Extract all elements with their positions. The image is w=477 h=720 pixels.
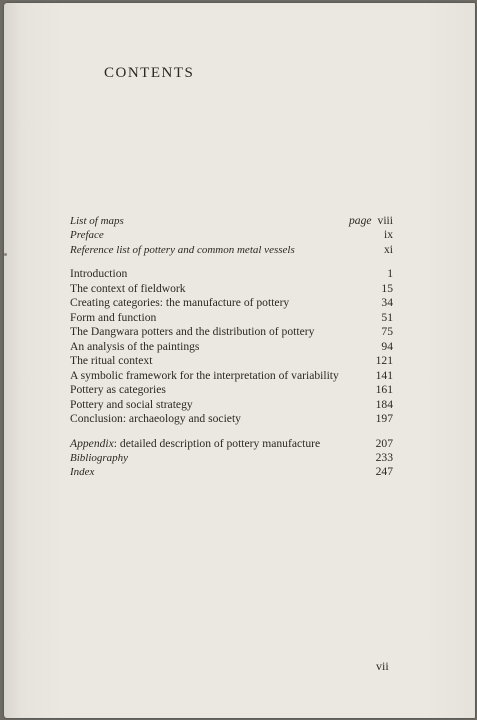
- toc-entry-page: 161: [375, 383, 393, 396]
- toc-entry-title: Index: [70, 466, 95, 478]
- toc-entry-index: [70, 465, 393, 479]
- toc-entry-title: Conclusion: archaeology and society: [70, 412, 241, 425]
- toc-entry-title: List of maps: [70, 215, 124, 227]
- toc-entry-title: [70, 437, 320, 451]
- toc-entry-list-of-maps: [70, 214, 393, 228]
- toc-entry-chapter: [70, 325, 393, 339]
- page-folio: vii: [376, 659, 389, 673]
- toc-entry-page: 94: [381, 340, 393, 353]
- toc-entry-title: Preface: [70, 229, 104, 241]
- toc-entry-page: 34: [381, 296, 393, 309]
- appendix-label: Appendix: [70, 437, 114, 450]
- page-mark: [4, 253, 7, 256]
- toc-entry-title: A symbolic framework for the interpretation of variability: [70, 369, 339, 382]
- toc-entry-title: Reference list of pottery and common metal vessels: [70, 244, 295, 256]
- toc-entry-page: 141: [375, 369, 393, 382]
- appendix-description: : detailed description of pottery manufacture: [113, 437, 321, 450]
- toc-entry-page: ix: [383, 228, 393, 241]
- toc-entry-page: 247: [375, 465, 393, 478]
- toc-entry-chapter: [70, 383, 393, 397]
- toc-entry-bibliography: [70, 451, 393, 465]
- toc-entry-chapter: [70, 267, 393, 281]
- toc-entry-title: The Dangwara potters and the distribution of pottery: [70, 325, 315, 338]
- toc-entry-page: 15: [381, 282, 393, 295]
- toc-entry-reference-list: [70, 243, 393, 257]
- toc-entry-title: Introduction: [70, 267, 128, 280]
- toc-entry-title: Pottery as categories: [70, 383, 166, 396]
- toc-entry-chapter: [70, 340, 393, 354]
- toc-entry-page: 75: [381, 325, 393, 338]
- toc-entry-page: 197: [375, 412, 393, 425]
- toc-entry-page: xi: [383, 243, 393, 256]
- toc-entry-page: 1: [387, 267, 393, 280]
- page-number: viii: [377, 214, 393, 227]
- toc-entry-chapter: [70, 398, 393, 412]
- toc-entry-chapter: [70, 369, 393, 383]
- toc-entry-chapter: [70, 311, 393, 325]
- toc-entry-title: An analysis of the paintings: [70, 340, 200, 353]
- toc-entry-chapter: [70, 354, 393, 368]
- toc-entry-title: Pottery and social strategy: [70, 398, 193, 411]
- toc-entry-chapter: [70, 296, 393, 310]
- toc-entry-page: 184: [375, 398, 393, 411]
- toc-entry-chapter: [70, 412, 393, 426]
- contents-heading: CONTENTS: [104, 65, 195, 81]
- toc-entry-title: The ritual context: [70, 354, 153, 367]
- toc-entry-page: [349, 214, 393, 228]
- toc-entry-page: 233: [375, 451, 393, 464]
- toc-entry-page: 121: [375, 354, 393, 367]
- toc-entry-page: 207: [375, 437, 393, 450]
- book-page: [4, 3, 475, 718]
- toc-entry-title: Creating categories: the manufacture of pottery: [70, 296, 290, 309]
- toc-entry-title: Form and function: [70, 311, 157, 324]
- toc-entry-preface: [70, 228, 393, 242]
- page-word: page: [348, 214, 372, 227]
- toc-entry-title: The context of fieldwork: [70, 282, 186, 295]
- toc-entry-page: 51: [381, 311, 393, 324]
- toc-entry-title: Bibliography: [70, 452, 129, 464]
- toc-entry-chapter: [70, 282, 393, 296]
- toc-entry-appendix: [70, 437, 393, 451]
